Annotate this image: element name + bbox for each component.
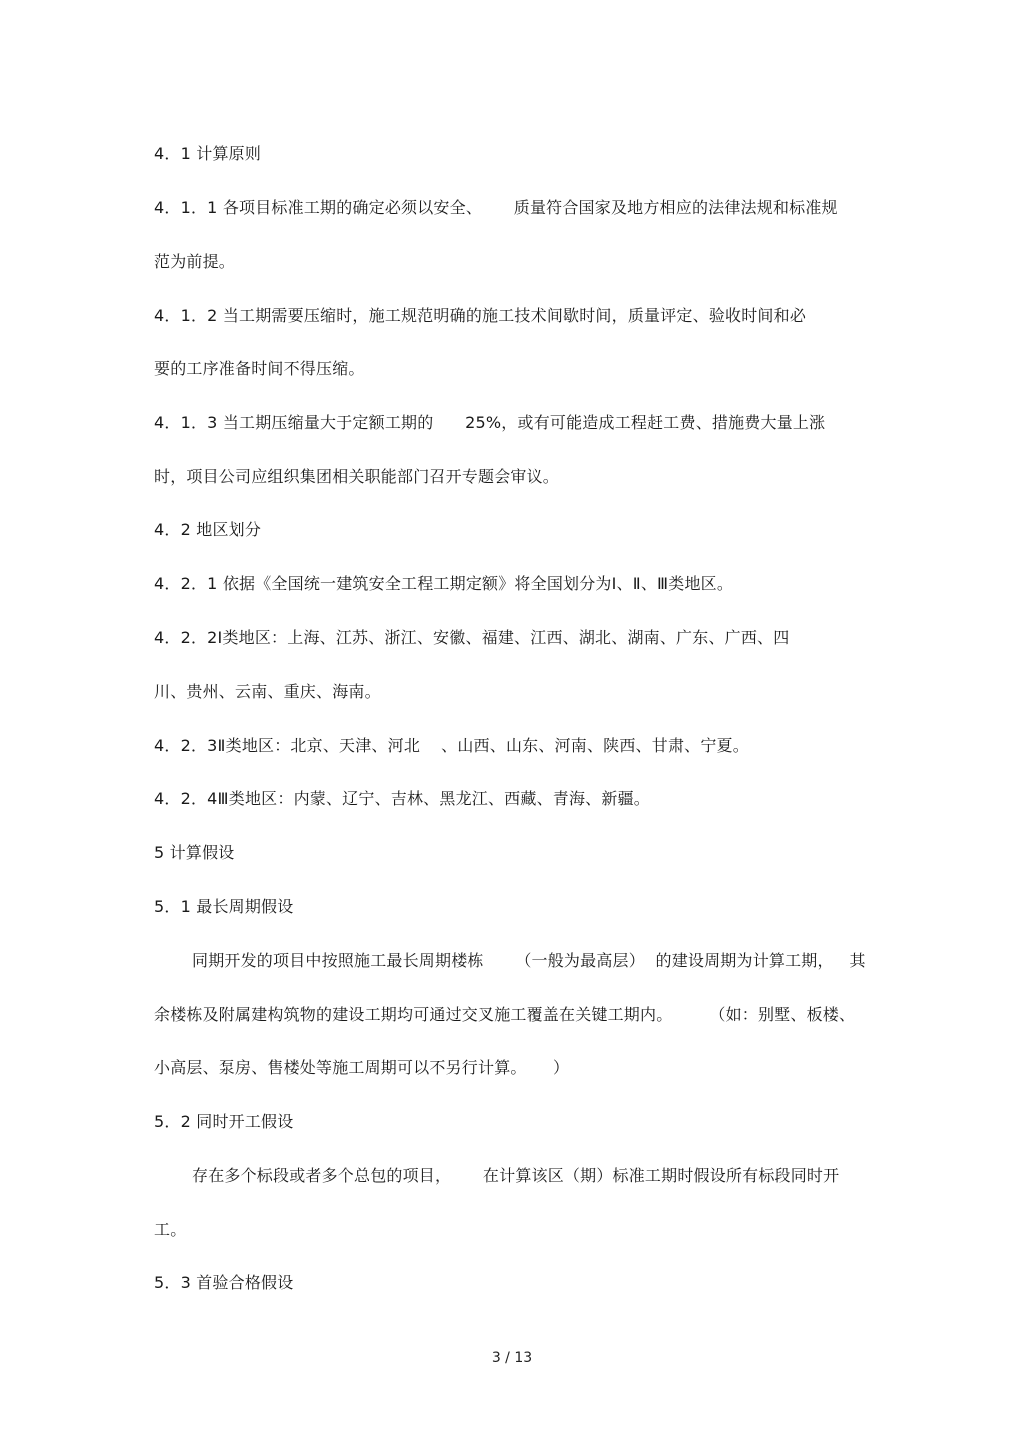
paragraph-4-2-2: 4．2．2Ⅰ类地区：上海、江苏、浙江、安徽、福建、江西、湖北、湖南、广东、广西、四 xyxy=(154,628,790,647)
heading-5-2: 5．2 同时开工假设 xyxy=(154,1112,294,1131)
paragraph-4-1-3-cont: 时，项目公司应组织集团相关职能部门召开专题会审议。 xyxy=(154,467,560,486)
paragraph-4-2-3: 4．2．3Ⅱ类地区：北京、天津、河北 、山西、山东、河南、陕西、甘肃、宁夏。 xyxy=(154,736,749,755)
paragraph-4-1-2-cont: 要的工序准备时间不得压缩。 xyxy=(154,359,365,378)
paragraph-4-1-1: 4．1．1 各项目标准工期的确定必须以安全、 质量符合国家及地方相应的法律法规和标准规 xyxy=(154,198,838,217)
heading-5-1: 5．1 最长周期假设 xyxy=(154,897,294,916)
heading-4-2: 4．2 地区划分 xyxy=(154,520,262,539)
paragraph-5-2: 存在多个标段或者多个总包的项目， 在计算该区（期）标准工期时假设所有标段同时开 xyxy=(192,1166,840,1185)
heading-5-3: 5．3 首验合格假设 xyxy=(154,1273,294,1292)
heading-4-1: 4．1 计算原则 xyxy=(154,144,262,163)
paragraph-5-1-cont-2: 小高层、泵房、售楼处等施工周期可以不另行计算。 ） xyxy=(154,1058,570,1077)
paragraph-5-1-cont-1: 余楼栋及附属建构筑物的建设工期均可通过交叉施工覆盖在关键工期内。 （如：别墅、板楼、 xyxy=(154,1005,856,1024)
paragraph-4-1-3: 4．1．3 当工期压缩量大于定额工期的 25%，或有可能造成工程赶工费、措施费大量上涨 xyxy=(154,413,826,432)
paragraph-4-1-2: 4．1．2 当工期需要压缩时，施工规范明确的施工技术间歇时间，质量评定、验收时间和必 xyxy=(154,306,807,325)
paragraph-4-2-4: 4．2．4Ⅲ类地区：内蒙、辽宁、吉林、黑龙江、西藏、青海、新疆。 xyxy=(154,789,650,808)
paragraph-5-1: 同期开发的项目中按照施工最长周期楼栋 （一般为最高层） 的建设周期为计算工期， 其 xyxy=(192,951,866,970)
paragraph-4-1-1-cont: 范为前提。 xyxy=(154,252,236,271)
paragraph-4-2-1: 4．2．1 依据《全国统一建筑安全工程工期定额》将全国划分为Ⅰ、Ⅱ、Ⅲ类地区。 xyxy=(154,574,734,593)
paragraph-4-2-2-cont: 川、贵州、云南、重庆、海南。 xyxy=(154,682,381,701)
page-number: 3 / 13 xyxy=(491,1350,533,1366)
heading-5: 5 计算假设 xyxy=(154,843,235,862)
paragraph-5-2-cont: 工。 xyxy=(154,1220,187,1239)
